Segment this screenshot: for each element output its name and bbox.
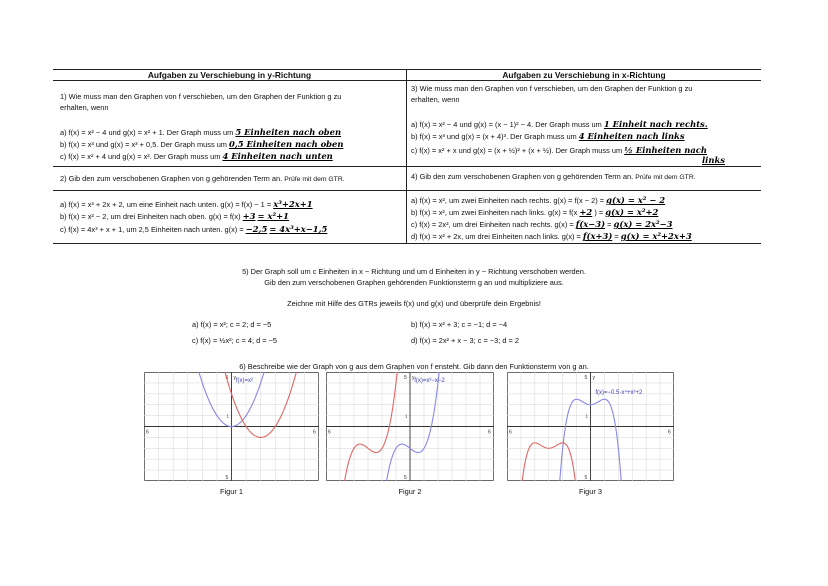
q4-item-b xyxy=(411,207,658,217)
q1-item-c-answer: 4 Einheiten nach unten xyxy=(222,151,333,161)
function-label: f(x)=x³−x−2 xyxy=(414,377,445,384)
q4-item-c-answer1: f(x−3) xyxy=(575,219,606,229)
q1-item-a-text: a) f(x) = x² − 4 und g(x) = x² + 1. Der Graph muss um xyxy=(60,128,234,137)
q2-item-a xyxy=(60,199,313,209)
x-axis-min-label: 6 xyxy=(509,429,512,436)
y-axis-min-label: 5 xyxy=(225,475,229,481)
q2-item-c-answer1: −2,5 xyxy=(245,224,268,234)
q4-item-a-text: a) f(x) = x², um zwei Einheiten nach rechts. g(x) = f(x − 2) = xyxy=(411,196,605,205)
function-label: f(x)=−0.5·x⁴+x²+2 xyxy=(595,389,643,396)
x-axis-max-label: 6 xyxy=(668,429,671,436)
q4-item-c-answer2: = xyxy=(607,220,612,229)
figure-1-graph xyxy=(144,372,319,481)
y-axis-title: y xyxy=(592,375,595,381)
figure-3-caption: Figur 3 xyxy=(578,487,602,496)
q5-item-c: c) f(x) = ½x²; c = 4; d = −5 xyxy=(192,336,278,345)
q4-prompt-text: 4) Gib den zum verschobenen Graphen von g gehörenden Term an. xyxy=(411,172,634,181)
y-axis-min-label: 5 xyxy=(404,475,407,481)
q4-item-c-text: c) f(x) = 2x², um drei Einheiten nach rechts. g(x) = xyxy=(411,220,574,229)
y-axis-one-label: 1 xyxy=(585,413,589,419)
right-column-header: Aufgaben zu Verschiebung in x-Richtung xyxy=(502,70,666,80)
q3-prompt-line2: erhalten, wenn xyxy=(411,95,460,104)
q2-item-b-text: b) f(x) = x² − 2, um drei Einheiten nach oben. g(x) = f(x) xyxy=(60,212,241,221)
x-axis-max-label: 6 xyxy=(488,429,491,436)
q5-item-d: d) f(x) = 2x² + x − 3; c = −3; d = 2 xyxy=(411,336,520,345)
y-axis-title: y xyxy=(412,375,415,381)
y-axis-one-label: 1 xyxy=(226,413,230,419)
q2-item-c xyxy=(60,224,327,234)
figure-1-caption: Figur 1 xyxy=(219,487,243,496)
q3-prompt-line1: 3) Wie muss man den Graphen von f verschieben, um den Graphen der Funktion g zu xyxy=(411,84,693,93)
figure-3-graph xyxy=(507,372,674,481)
q3-item-b-text: b) f(x) = x³ und g(x) = (x + 4)³. Der Graph muss um xyxy=(411,132,577,141)
q4-item-d-text: d) f(x) = x² + 2x, um drei Einheiten nach links. g(x) = xyxy=(411,232,581,241)
q1-item-c xyxy=(60,151,333,161)
q4-item-d-answer1: f(x+3) xyxy=(582,231,613,241)
left-column-header: Aufgaben zu Verschiebung in y-Richtung xyxy=(147,70,312,80)
q5-line1: 5) Der Graph soll um c Einheiten in x − Richtung und um d Einheiten in y − Richtung verschoben werden. xyxy=(242,267,586,276)
figure-2-graph xyxy=(326,372,494,481)
q3-item-c xyxy=(411,145,707,155)
q4-item-b-text: b) f(x) = x², um zwei Einheiten nach links. g(x) = f(x xyxy=(411,208,578,217)
q4-item-d-answer2: = xyxy=(614,232,619,241)
q3-item-a-text: a) f(x) = x² − 4 und g(x) = (x − 1)² − 4. Der Graph muss um xyxy=(411,120,602,129)
y-axis-title: y xyxy=(233,375,236,381)
q1-prompt-line2: erhalten, wenn xyxy=(60,103,109,112)
q3-item-c-text: c) f(x) = x² + x und g(x) = (x + ½)² + (x + ½). Der Graph muss um xyxy=(411,146,623,155)
function-label: f(x)=x² xyxy=(235,377,254,384)
q1-item-b-answer: 0,5 Einheiten nach oben xyxy=(229,139,344,149)
q4-item-d xyxy=(411,231,692,241)
x-axis-max-label: 6 xyxy=(313,429,316,436)
q1-item-a xyxy=(60,127,341,137)
q3-item-b xyxy=(411,131,685,141)
q2-prompt-note: Prüfe mit dem GTR. xyxy=(284,176,345,183)
q1-item-b-text: b) f(x) = x³ und g(x) = x³ + 0,5. Der Graph muss um xyxy=(60,140,227,149)
x-axis-min-label: 6 xyxy=(328,429,331,436)
q2-item-a-answer: x³+2x+1 xyxy=(273,199,313,209)
q2-prompt-text: 2) Gib den zum verschobenen Graphen von g gehörenden Term an. xyxy=(60,174,283,183)
y-axis-max-label: 5 xyxy=(584,375,588,381)
q3-item-b-answer: 4 Einheiten nach links xyxy=(578,131,685,141)
q4-item-a xyxy=(411,195,665,205)
q4-item-c xyxy=(411,219,673,229)
q4-item-b-answer1: +2 xyxy=(579,207,593,217)
y-axis-max-label: 5 xyxy=(404,375,407,381)
q5-item-a: a) f(x) = x²; c = 2; d = −5 xyxy=(192,320,272,329)
q5-line2: Gib den zum verschobenen Graphen gehörenden Funktionsterm g an und multipliziere aus. xyxy=(264,278,564,287)
q2-item-b-answer2: = x²+1 xyxy=(257,211,289,221)
q4-item-b-answer3: g(x) = x²+2 xyxy=(605,207,659,217)
q4-prompt xyxy=(411,172,696,181)
q2-item-b xyxy=(60,211,289,221)
q5-line3: Zeichne mit Hilfe des GTRs jeweils f(x) und g(x) und überprüfe dein Ergebnis! xyxy=(287,299,541,308)
q5-item-b: b) f(x) = x² + 3; c = −1; d = −4 xyxy=(411,320,508,329)
q3-item-a-answer: 1 Einheit nach rechts. xyxy=(603,119,708,129)
y-axis-max-label: 5 xyxy=(225,375,229,381)
q1-item-c-text: c) f(x) = x² + 4 und g(x) = x². Der Graph muss um xyxy=(60,152,221,161)
q2-item-a-text: a) f(x) = x³ + 2x + 2, um eine Einheit nach unten. g(x) = f(x) − 1 = xyxy=(60,200,272,209)
q6-prompt: 6) Beschreibe wie der Graph von g aus dem Graphen von f ensteht. Gib dann den Funktionsterm von g an. xyxy=(239,362,589,371)
q4-item-d-answer3: g(x) = x²+2x+3 xyxy=(620,231,692,241)
y-axis-one-label: 1 xyxy=(405,413,408,419)
q3-item-c-answer: ½ Einheiten nach xyxy=(624,145,707,155)
q1-prompt-line1: 1) Wie muss man den Graphen von f verschieben, um den Graphen der Funktion g zu xyxy=(60,92,342,101)
figure-2-caption: Figur 2 xyxy=(398,487,422,496)
y-axis-min-label: 5 xyxy=(584,475,588,481)
q1-item-b xyxy=(60,139,343,149)
q2-item-c-answer2: = 4x³+x−1,5 xyxy=(269,224,328,234)
q4-prompt-note: Prüfe mit dem GTR. xyxy=(635,174,696,181)
x-axis-min-label: 6 xyxy=(146,429,149,436)
q2-prompt xyxy=(60,174,345,183)
q3-item-a xyxy=(411,119,708,129)
q2-item-b-answer1: +3 xyxy=(242,211,256,221)
q4-item-a-answer: g(x) = x² − 2 xyxy=(606,195,666,205)
q4-item-b-answer2: ) = xyxy=(594,208,604,217)
q4-item-c-answer3: g(x) = 2x²−3 xyxy=(613,219,673,229)
q2-item-c-text: c) f(x) = 4x³ + x + 1, um 2,5 Einheiten nach unten. g(x) = xyxy=(60,225,244,234)
q1-item-a-answer: 5 Einheiten nach oben xyxy=(235,127,342,137)
q3-item-c-answer-extra: links xyxy=(702,155,725,165)
